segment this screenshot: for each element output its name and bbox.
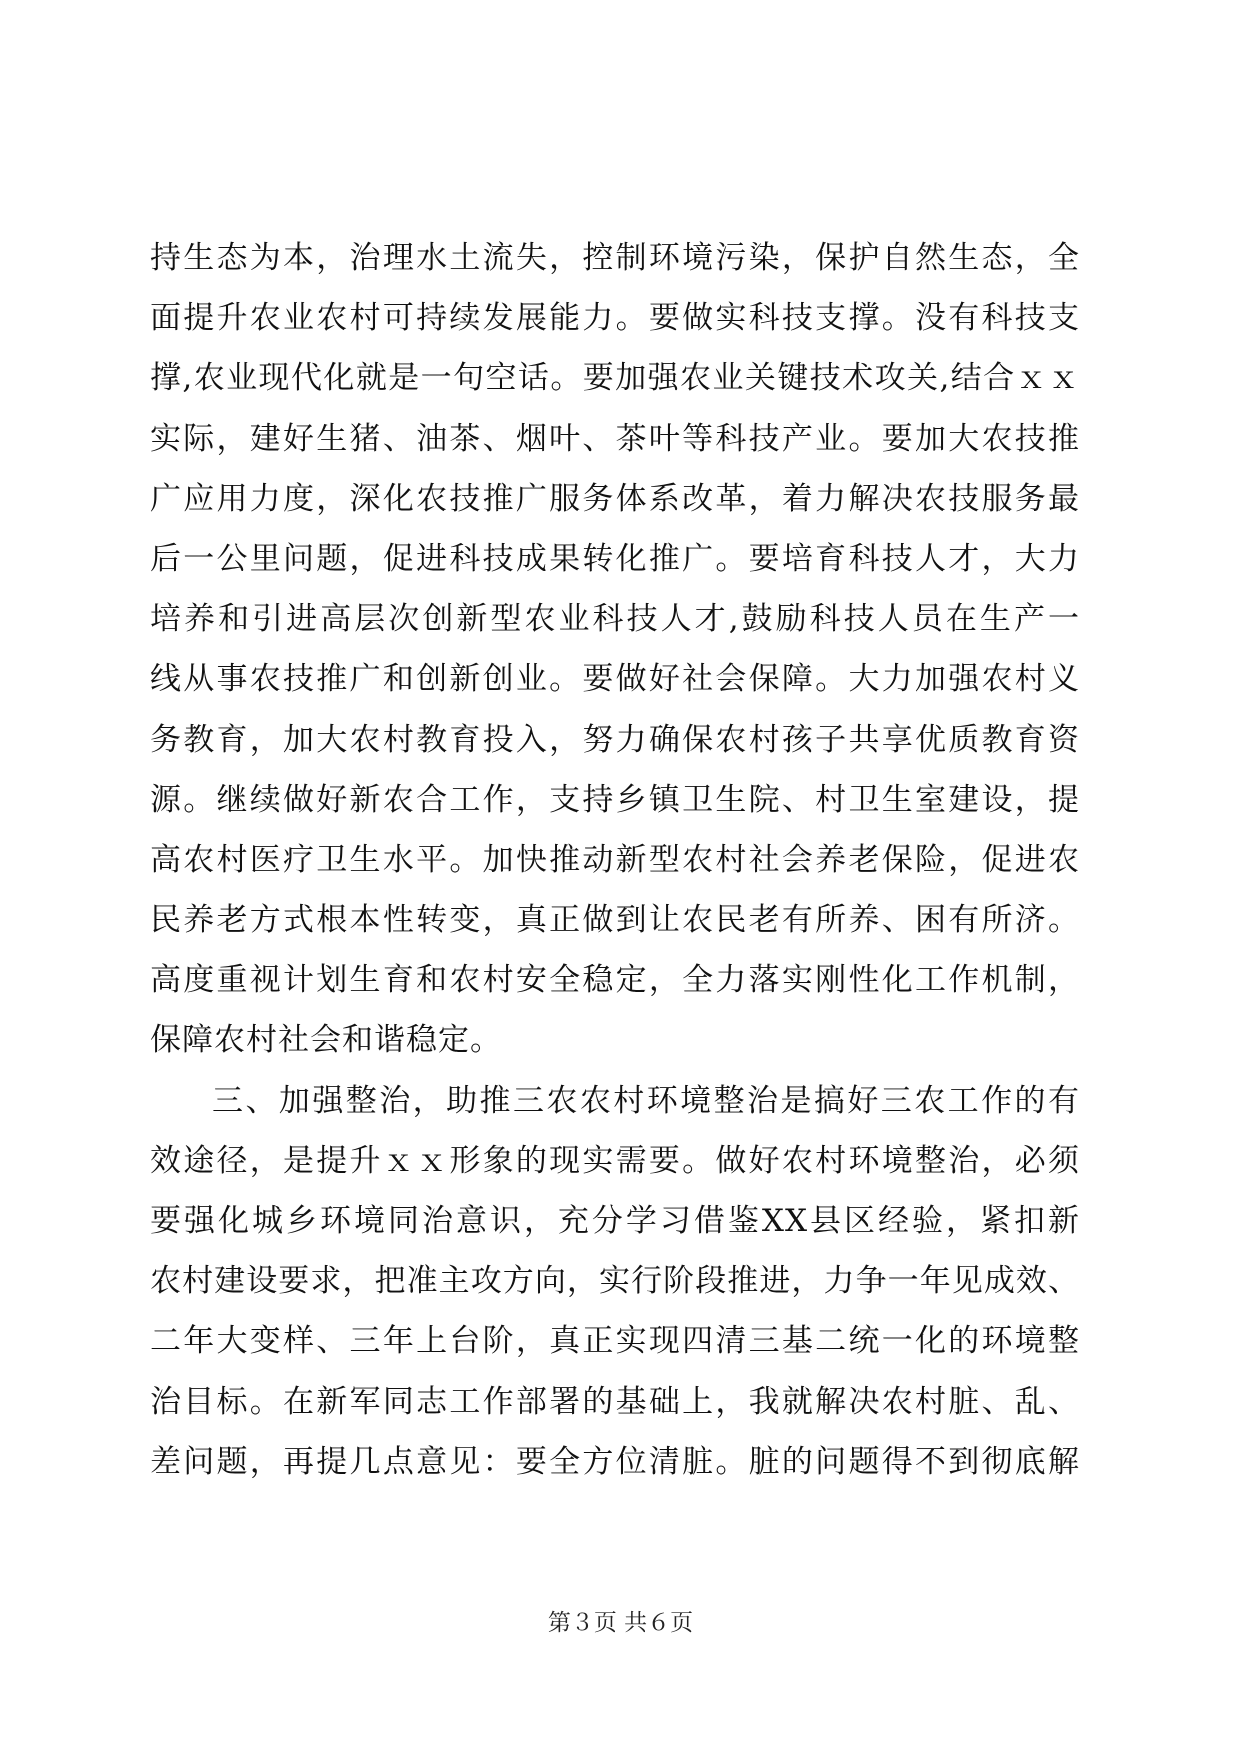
body-text — [150, 228, 1080, 1492]
text-line: 后一公里问题，促进科技成果转化推广。要培育科技人才，大力 — [150, 540, 1080, 577]
section-heading-line: 三、加强整治，助推三农农村环境整治是搞好三农工作的有 — [212, 1082, 1080, 1119]
text-line: 保障农村社会和谐稳定。 — [150, 1022, 502, 1059]
page-number-footer: 第３页 共６页 — [547, 1610, 694, 1636]
text-line: 差问题，再提几点意见：要全方位清脏。脏的问题得不到彻底解 — [150, 1443, 1080, 1480]
text-line: 培养和引进高层次创新型农业科技人才,鼓励科技人员在生产一 — [150, 601, 1080, 638]
text-line: 源。继续做好新农合工作，支持乡镇卫生院、村卫生室建设，提 — [150, 781, 1080, 818]
text-line: 实际，建好生猪、油茶、烟叶、茶叶等科技产业。要加大农技推 — [150, 420, 1080, 457]
text-line: 高农村医疗卫生水平。加快推动新型农村社会养老保险，促进农 — [150, 841, 1080, 878]
text-line: 农村建设要求，把准主攻方向，实行阶段推进，力争一年见成效、 — [150, 1263, 1080, 1300]
text-line: 要强化城乡环境同治意识，充分学习借鉴XX县区经验，紧扣新 — [150, 1203, 1080, 1239]
text-line: 民养老方式根本性转变，真正做到让农民老有所养、困有所济。 — [150, 902, 1080, 939]
text-line: 务教育，加大农村教育投入，努力确保农村孩子共享优质教育资 — [150, 721, 1080, 758]
text-line: 高度重视计划生育和农村安全稳定，全力落实刚性化工作机制， — [150, 962, 1080, 999]
text-line: 效途径，是提升ｘｘ形象的现实需要。做好农村环境整治，必须 — [150, 1142, 1080, 1179]
text-line: 广应用力度，深化农技推广服务体系改革，着力解决农技服务最 — [150, 480, 1080, 517]
text-line: 二年大变样、三年上台阶，真正实现四清三基二统一化的环境整 — [150, 1323, 1080, 1360]
text-line: 线从事农技推广和创新创业。要做好社会保障。大力加强农村义 — [150, 661, 1080, 698]
text-line: 面提升农业农村可持续发展能力。要做实科技支撑。没有科技支 — [150, 300, 1080, 337]
text-line: 撑,农业现代化就是一句空话。要加强农业关键技术攻关,结合ｘｘ — [150, 360, 1080, 397]
text-line: 持生态为本，治理水土流失，控制环境污染，保护自然生态，全 — [150, 240, 1080, 276]
text-line: 治目标。在新军同志工作部署的基础上，我就解决农村脏、乱、 — [150, 1383, 1080, 1420]
